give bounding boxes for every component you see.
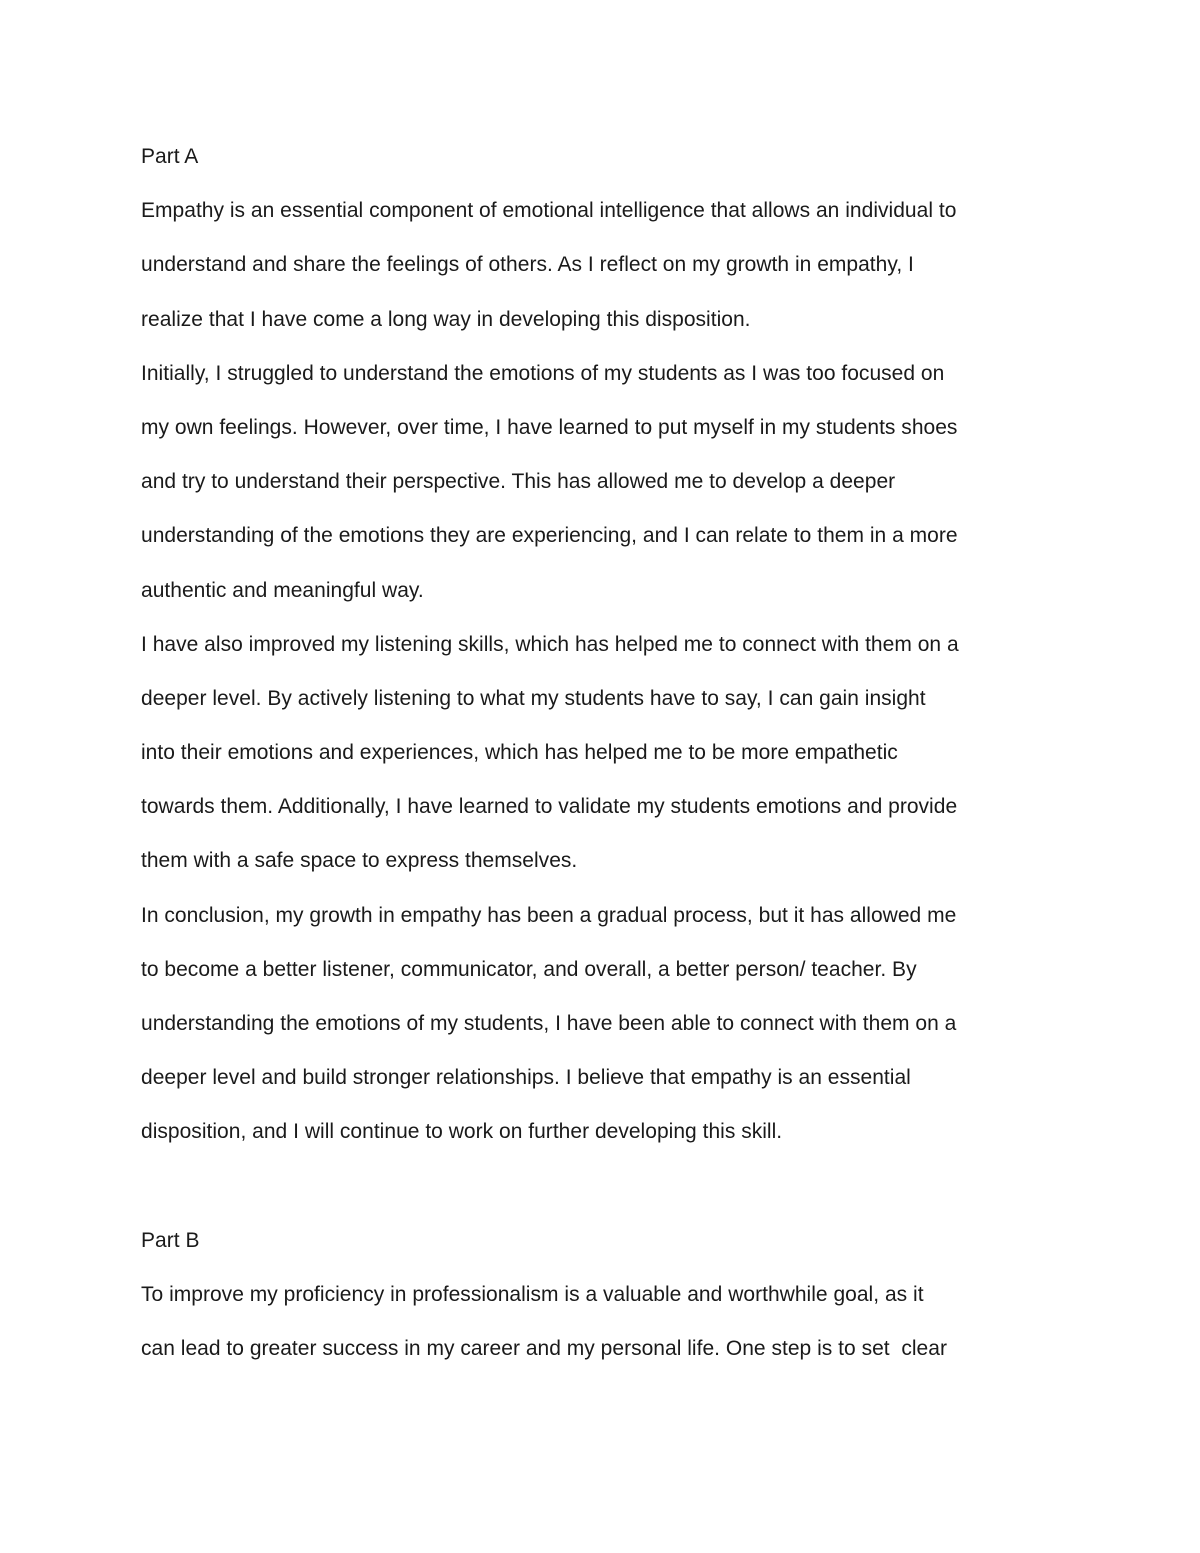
part-b-heading: Part B <box>141 1228 200 1252</box>
part-a-line: to become a better listener, communicator, and overall, a better person/ teacher. By <box>141 957 917 981</box>
part-a-line: and try to understand their perspective. This has allowed me to develop a deeper <box>141 470 896 494</box>
part-a-line: understanding of the emotions they are experiencing, and I can relate to them in a more <box>141 524 958 548</box>
part-a-line: understand and share the feelings of others. As I reflect on my growth in empathy, I <box>141 253 914 277</box>
part-a-line: towards them. Additionally, I have learned to validate my students emotions and provide <box>141 795 958 819</box>
part-a-line: my own feelings. However, over time, I have learned to put myself in my students shoes <box>141 415 958 439</box>
part-a-line: into their emotions and experiences, which has helped me to be more empathetic <box>141 741 898 765</box>
part-a-line: Empathy is an essential component of emotional intelligence that allows an individual to <box>141 199 957 223</box>
part-a-line: realize that I have come a long way in developing this disposition. <box>141 307 751 331</box>
part-a-line: I have also improved my listening skills, which has helped me to connect with them on a <box>141 632 959 656</box>
part-a-line: understanding the emotions of my students, I have been able to connect with them on a <box>141 1012 957 1035</box>
part-a-line: deeper level. By actively listening to what my students have to say, I can gain insight <box>141 686 926 710</box>
part-a-line: authentic and meaningful way. <box>141 578 424 602</box>
part-a-line: deeper level and build stronger relationships. I believe that empathy is an essential <box>141 1066 911 1090</box>
part-a-line: In conclusion, my growth in empathy has been a gradual process, but it has allowed me <box>141 903 957 927</box>
part-a-line: Initially, I struggled to understand the emotions of my students as I was too focused on <box>141 361 945 385</box>
part-a-heading: Part A <box>141 145 199 168</box>
part-a-line: disposition, and I will continue to work on further developing this skill. <box>141 1120 783 1144</box>
section-spacer <box>141 1160 1071 1214</box>
part-a-line: them with a safe space to express themselves. <box>141 849 578 873</box>
part-b-line: can lead to greater success in my career and my personal life. One step is to set clear <box>141 1337 947 1361</box>
document-page <box>141 130 1071 1376</box>
part-b-line: To improve my proficiency in professionalism is a valuable and worthwhile goal, as it <box>141 1282 924 1306</box>
